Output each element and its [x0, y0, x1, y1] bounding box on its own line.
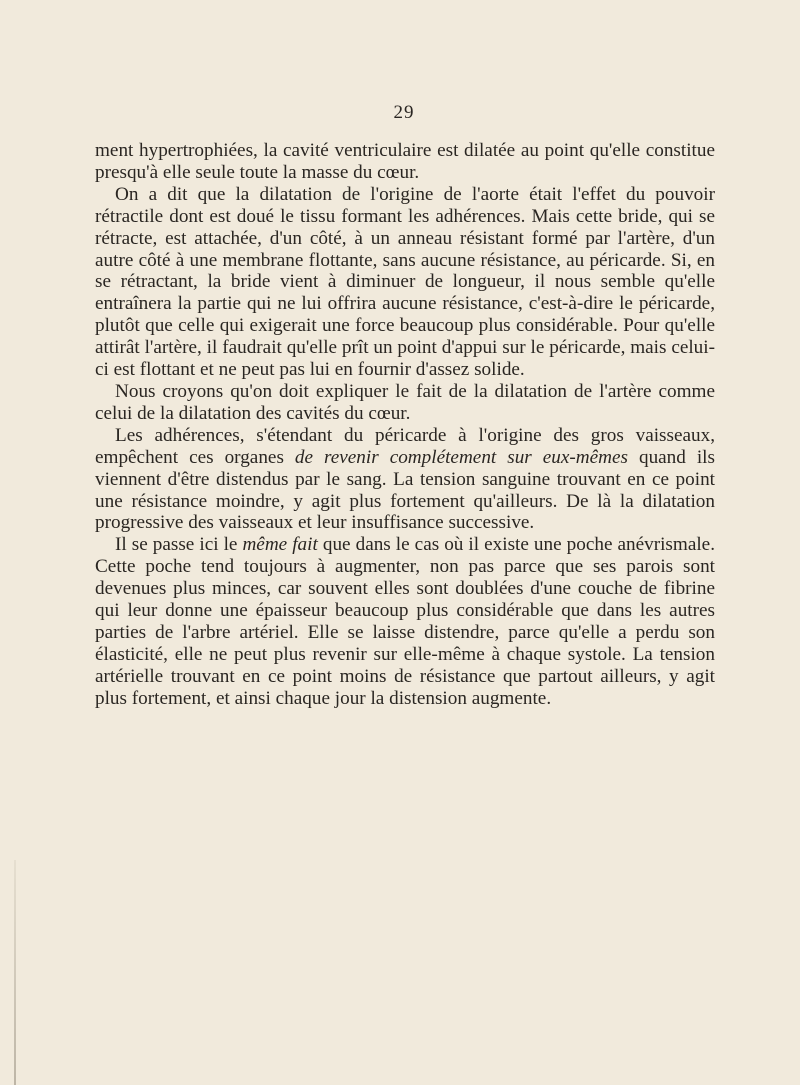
paragraph-4-end: quand ils viennent d'être distendus par le sang. La tension sanguine trouvant en ce point une résistance moindre, y agit plus fortement qu'ailleurs. De là la dilatation progressive des vaisseaux et leur insuffisance successive.: [95, 446, 715, 534]
paragraph-5: [95, 534, 715, 709]
body-text: [95, 140, 715, 710]
paragraph-4: [95, 425, 715, 535]
paragraph-2: On a dit que la dilatation de l'origine de l'aorte était l'effet du pouvoir rétractile dont est doué le tissu formant les adhérences. Mais cette bride, qui se rétracte, est attachée, d'un côté, à un anneau résistant formé par l'artère, d'un autre côté à une membrane flottante, sans aucune résistance, au péricarde. Si, en se rétractant, la bride vient à diminuer de longueur, il nous semble qu'elle entraînera la partie qui ne lui offrira aucune résistance, c'est-à-dire le péricarde, plutôt que celle qui exigerait une force beaucoup plus considérable. Pour qu'elle attirât l'artère, il faudrait qu'elle prît un point d'appui sur le péricarde, mais celui-ci est flottant et ne peut pas lui en fournir d'assez solide.: [95, 183, 715, 381]
paragraph-5-end: que dans le cas où il existe une poche anévrismale. Cette poche tend toujours à augmenter, non pas parce que ses parois sont devenues plus minces, car souvent elles sont doublées d'une couche de fibrine qui leur donne une épaisseur beaucoup plus considérable que dans les autres parties de l'arbre artériel. Elle se laisse distendre, parce qu'elle a perdu son élasticité, elle ne peut plus revenir sur elle-même à chaque systole. La tension artérielle trouvant en ce point moins de résistance que partout ailleurs, y agit plus fortement, et ainsi chaque jour la distension augmente.: [95, 534, 715, 709]
scan-edge-shadow: [14, 860, 16, 1085]
paragraph-5-start: Il se passe ici le: [115, 534, 243, 556]
page-number: 29: [393, 102, 415, 123]
paragraph-1: ment hypertrophiées, la cavité ventriculaire est dilatée au point qu'elle constitue presqu'à elle seule toute la masse du cœur.: [95, 140, 715, 183]
paragraph-4-start: Les adhérences, s'étendant du péricarde à l'origine des gros vaisseaux, empêchent ces organes: [95, 424, 715, 468]
paragraph-5-italic: même fait: [242, 534, 318, 556]
paragraph-4-italic: de revenir complétement sur eux-mêmes: [294, 446, 628, 468]
paragraph-3: Nous croyons qu'on doit expliquer le fait de la dilatation de l'artère comme celui de la dilatation des cavités du cœur.: [95, 380, 715, 424]
